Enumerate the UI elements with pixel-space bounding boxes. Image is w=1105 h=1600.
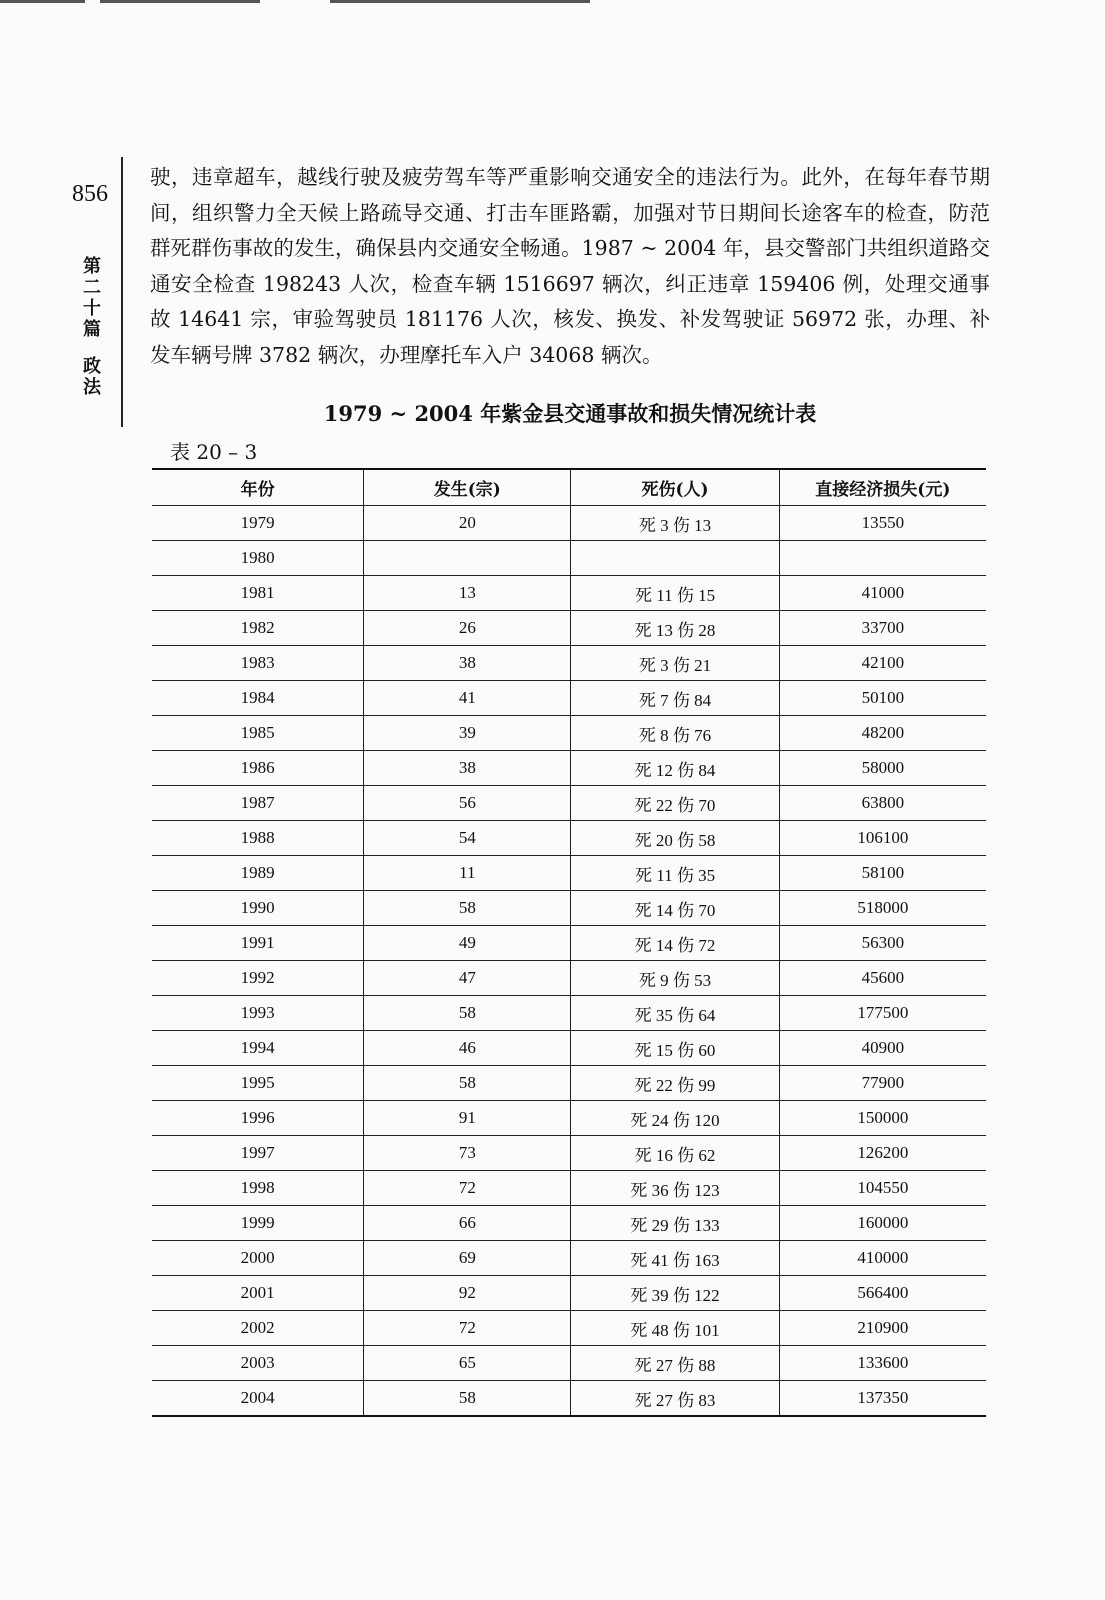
cell-casualties: 死 39 伤 122 (571, 1276, 779, 1311)
section-label-char: 十 (83, 298, 101, 319)
cell-casualties: 死 12 伤 84 (571, 751, 779, 786)
cell-occurrences (364, 541, 571, 576)
cell-casualties: 死 35 伤 64 (571, 996, 779, 1031)
cell-occurrences: 11 (364, 856, 571, 891)
cell-casualties: 死 8 伤 76 (571, 716, 779, 751)
cell-year: 2003 (152, 1346, 364, 1381)
cell-casualties: 死 48 伤 101 (571, 1311, 779, 1346)
cell-casualties: 死 22 伤 70 (571, 786, 779, 821)
table-row (152, 1171, 986, 1206)
table-row (152, 1066, 986, 1101)
table-row (152, 961, 986, 996)
section-label (80, 256, 104, 398)
cell-occurrences: 46 (364, 1031, 571, 1066)
cell-casualties: 死 36 伤 123 (571, 1171, 779, 1206)
table-row (152, 506, 986, 541)
cell-occurrences: 20 (364, 506, 571, 541)
table-body (152, 506, 986, 1417)
cell-economic-loss: 133600 (779, 1346, 986, 1381)
cell-occurrences: 58 (364, 891, 571, 926)
cell-casualties: 死 27 伤 88 (571, 1346, 779, 1381)
cell-occurrences: 66 (364, 1206, 571, 1241)
cell-economic-loss: 58000 (779, 751, 986, 786)
cell-year: 2000 (152, 1241, 364, 1276)
table-row (152, 786, 986, 821)
cell-economic-loss: 48200 (779, 716, 986, 751)
cell-year: 1987 (152, 786, 364, 821)
cell-economic-loss: 63800 (779, 786, 986, 821)
cell-occurrences: 91 (364, 1101, 571, 1136)
cell-year: 1994 (152, 1031, 364, 1066)
cell-casualties: 死 14 伤 70 (571, 891, 779, 926)
header-economic-loss: 直接经济损失(元) (779, 469, 986, 506)
cell-year: 1983 (152, 646, 364, 681)
table-row (152, 856, 986, 891)
table-row (152, 1206, 986, 1241)
cell-economic-loss: 137350 (779, 1381, 986, 1417)
cell-year: 1989 (152, 856, 364, 891)
cell-economic-loss: 410000 (779, 1241, 986, 1276)
header-occurrences: 发生(宗) (364, 469, 571, 506)
cell-year: 1985 (152, 716, 364, 751)
cell-occurrences: 41 (364, 681, 571, 716)
cell-year: 1998 (152, 1171, 364, 1206)
cell-occurrences: 38 (364, 751, 571, 786)
cell-economic-loss: 58100 (779, 856, 986, 891)
cell-year: 1999 (152, 1206, 364, 1241)
cell-economic-loss: 13550 (779, 506, 986, 541)
cell-occurrences: 65 (364, 1346, 571, 1381)
cell-economic-loss: 42100 (779, 646, 986, 681)
table-row (152, 891, 986, 926)
cell-economic-loss: 160000 (779, 1206, 986, 1241)
cell-casualties: 死 11 伤 35 (571, 856, 779, 891)
cell-occurrences: 72 (364, 1171, 571, 1206)
cell-economic-loss: 106100 (779, 821, 986, 856)
cell-year: 2001 (152, 1276, 364, 1311)
cell-occurrences: 58 (364, 1381, 571, 1417)
section-label-char: 第 (83, 256, 101, 277)
cell-year: 1991 (152, 926, 364, 961)
margin-rule (121, 157, 123, 427)
header-casualties: 死伤(人) (571, 469, 779, 506)
table-header-row (152, 469, 986, 506)
cell-occurrences: 26 (364, 611, 571, 646)
table-row (152, 1241, 986, 1276)
cell-year: 1980 (152, 541, 364, 576)
cell-economic-loss: 77900 (779, 1066, 986, 1101)
cell-year: 1992 (152, 961, 364, 996)
cell-economic-loss: 566400 (779, 1276, 986, 1311)
cell-casualties: 死 29 伤 133 (571, 1206, 779, 1241)
section-label-char: 二 (83, 277, 101, 298)
cell-occurrences: 47 (364, 961, 571, 996)
cell-casualties: 死 11 伤 15 (571, 576, 779, 611)
cell-economic-loss: 41000 (779, 576, 986, 611)
cell-casualties: 死 15 伤 60 (571, 1031, 779, 1066)
table-row (152, 681, 986, 716)
cell-year: 1981 (152, 576, 364, 611)
cell-economic-loss: 126200 (779, 1136, 986, 1171)
cell-year: 1997 (152, 1136, 364, 1171)
table-row (152, 821, 986, 856)
cell-year: 2004 (152, 1381, 364, 1417)
body-paragraph: 驶，违章超车，越线行驶及疲劳驾车等严重影响交通安全的违法行为。此外，在每年春节期间，组织警力全天候上路疏导交通、打击车匪路霸，加强对节日期间长途客车的检查，防范群死群伤事故的发生，确保县内交通安全畅通。1987 ~ 2004 年，县交警部门共组织道路交通安全检查 198243 人次，检查车辆 1516697 辆次，纠正违章 159406 例，处理交通事故 14641 宗，审验驾驶员 181176 人次，核发、换发、补发驾驶证 56972 张，办理、补发车辆号牌 3782 辆次，办理摩托车入户 34068 辆次。 (150, 165, 990, 367)
section-label-char: 政 (83, 356, 101, 377)
cell-casualties: 死 24 伤 120 (571, 1101, 779, 1136)
cell-casualties: 死 16 伤 62 (571, 1136, 779, 1171)
cell-economic-loss: 210900 (779, 1311, 986, 1346)
table-title: 1979 ~ 2004 年紫金县交通事故和损失情况统计表 (323, 401, 817, 426)
cell-year: 2002 (152, 1311, 364, 1346)
cell-occurrences: 54 (364, 821, 571, 856)
cell-year: 1979 (152, 506, 364, 541)
table-row (152, 1101, 986, 1136)
cell-casualties (571, 541, 779, 576)
cell-occurrences: 13 (364, 576, 571, 611)
cell-year: 1982 (152, 611, 364, 646)
cell-occurrences: 58 (364, 996, 571, 1031)
cell-year: 1996 (152, 1101, 364, 1136)
cell-casualties: 死 27 伤 83 (571, 1381, 779, 1417)
table-row (152, 1031, 986, 1066)
cell-economic-loss: 104550 (779, 1171, 986, 1206)
cell-economic-loss (779, 541, 986, 576)
table-row (152, 926, 986, 961)
table-row (152, 646, 986, 681)
cell-economic-loss: 177500 (779, 996, 986, 1031)
cell-year: 1990 (152, 891, 364, 926)
cell-occurrences: 39 (364, 716, 571, 751)
table-row (152, 1381, 986, 1417)
cell-year: 1986 (152, 751, 364, 786)
table-row (152, 996, 986, 1031)
table-row (152, 1311, 986, 1346)
cell-economic-loss: 33700 (779, 611, 986, 646)
table-row (152, 751, 986, 786)
cell-casualties: 死 7 伤 84 (571, 681, 779, 716)
section-label-char: 篇 (83, 319, 101, 340)
header-year: 年份 (152, 469, 364, 506)
cell-occurrences: 56 (364, 786, 571, 821)
cell-casualties: 死 3 伤 13 (571, 506, 779, 541)
table-row (152, 541, 986, 576)
cell-occurrences: 38 (364, 646, 571, 681)
cell-economic-loss: 150000 (779, 1101, 986, 1136)
cell-year: 1995 (152, 1066, 364, 1101)
cell-casualties: 死 13 伤 28 (571, 611, 779, 646)
cell-year: 1988 (152, 821, 364, 856)
section-label-char: 法 (83, 377, 101, 398)
cell-casualties: 死 20 伤 58 (571, 821, 779, 856)
cell-occurrences: 72 (364, 1311, 571, 1346)
cell-occurrences: 58 (364, 1066, 571, 1101)
statistics-table (152, 468, 986, 1417)
cell-year: 1993 (152, 996, 364, 1031)
table-row (152, 716, 986, 751)
cell-occurrences: 69 (364, 1241, 571, 1276)
cell-occurrences: 92 (364, 1276, 571, 1311)
cell-casualties: 死 9 伤 53 (571, 961, 779, 996)
table-row (152, 1346, 986, 1381)
table-row (152, 576, 986, 611)
cell-casualties: 死 22 伤 99 (571, 1066, 779, 1101)
cell-occurrences: 73 (364, 1136, 571, 1171)
cell-casualties: 死 3 伤 21 (571, 646, 779, 681)
table-row (152, 611, 986, 646)
cell-economic-loss: 518000 (779, 891, 986, 926)
cell-economic-loss: 45600 (779, 961, 986, 996)
table-row (152, 1136, 986, 1171)
top-edge-artifact (0, 0, 1105, 6)
cell-economic-loss: 56300 (779, 926, 986, 961)
cell-year: 1984 (152, 681, 364, 716)
cell-occurrences: 49 (364, 926, 571, 961)
table-number: 表 20 – 3 (170, 440, 258, 464)
cell-economic-loss: 50100 (779, 681, 986, 716)
cell-casualties: 死 14 伤 72 (571, 926, 779, 961)
page-number: 856 (72, 181, 108, 207)
cell-casualties: 死 41 伤 163 (571, 1241, 779, 1276)
table-row (152, 1276, 986, 1311)
cell-economic-loss: 40900 (779, 1031, 986, 1066)
